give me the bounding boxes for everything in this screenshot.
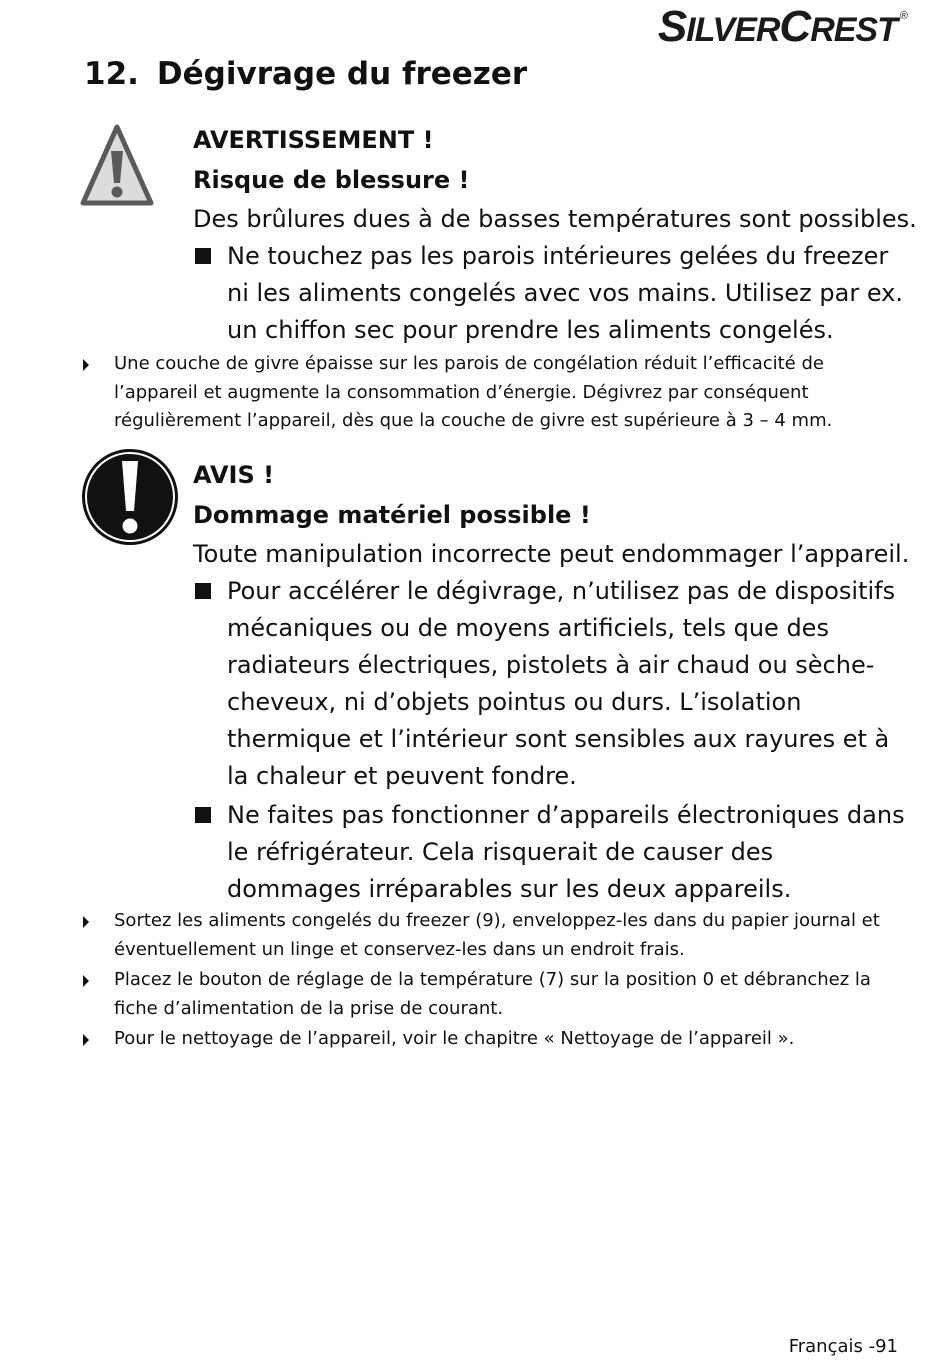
- square-bullet-icon: [195, 583, 211, 599]
- notice-heading: AVIS !: [193, 461, 275, 489]
- arrow-bullet-icon: [83, 359, 89, 371]
- notice-subheading: Dommage matériel possible !: [193, 501, 591, 529]
- registered-mark: ®: [899, 10, 907, 22]
- warning-text: Des brûlures dues à de basses températures sont possibles.: [193, 205, 917, 233]
- instruction-text: Pour le nettoyage de l’appareil, voir le chapitre « Nettoyage de l’appareil ».: [114, 1028, 795, 1049]
- arrow-bullet-icon: [83, 916, 89, 928]
- warning-bullet: [193, 238, 913, 349]
- notice-bullet: [193, 573, 913, 795]
- warning-triangle-icon: [80, 123, 154, 209]
- warning-subheading: Risque de blessure !: [193, 166, 470, 194]
- warning-bullet-text: Ne touchez pas les parois intérieures gelées du freezer ni les aliments congelés avec vos mains. Utilisez par ex. un chiffon sec pour prendre les aliments congelés.: [227, 242, 904, 344]
- logo-s: S: [657, 2, 687, 51]
- instruction-step: [80, 350, 900, 436]
- arrow-bullet-icon: [83, 975, 89, 987]
- notice-bullet-text: Pour accélérer le dégivrage, n’utilisez pas de dispositifs mécaniques ou de moyens artificiels, tels que des radiateurs électriques, pistolets à air chaud ou sèche-cheveux, ni d’objets pointus ou durs. L’isolation thermique et l’intérieur sont sensibles aux rayures et à la chaleur et peuvent fondre.: [227, 577, 896, 790]
- arrow-bullet-icon: [83, 1034, 89, 1046]
- page-footer: Français -91: [788, 1336, 898, 1357]
- exclamation-circle-icon: [80, 447, 180, 547]
- instruction-text: Une couche de givre épaisse sur les parois de congélation réduit l’efficacité de l’appareil et augmente la consommation d’énergie. Dégivrez par conséquent régulièrement l’appareil, dès que la couche de givre est supérieure à 3 – 4 mm.: [114, 353, 833, 431]
- instruction-step: [80, 1025, 900, 1054]
- warning-heading: AVERTISSEMENT !: [193, 126, 434, 154]
- logo-c: C: [779, 2, 811, 51]
- logo-ilver: ILVER: [686, 11, 780, 49]
- square-bullet-icon: [195, 248, 211, 264]
- chapter-number: 12.: [84, 56, 139, 92]
- notice-bullet: [193, 797, 913, 908]
- instruction-text: Placez le bouton de réglage de la température (7) sur la position 0 et débranchez la fiche d’alimentation de la prise de courant.: [114, 969, 871, 1019]
- instruction-text: Sortez les aliments congelés du freezer (9), enveloppez-les dans du papier journal et éventuellement un linge et conservez-les dans un endroit frais.: [114, 910, 880, 960]
- chapter-heading: [84, 56, 527, 92]
- notice-text: Toute manipulation incorrecte peut endommager l’appareil.: [193, 540, 910, 568]
- notice-block: [193, 455, 913, 908]
- warning-block: [193, 120, 917, 349]
- chapter-title: Dégivrage du freezer: [156, 56, 528, 92]
- logo-rest: REST: [810, 11, 897, 49]
- instruction-step: [80, 966, 900, 1023]
- instruction-step: [80, 907, 900, 964]
- silvercrest-logo: [657, 2, 907, 52]
- square-bullet-icon: [195, 807, 211, 823]
- notice-bullet-text: Ne faites pas fonctionner d’appareils électroniques dans le réfrigérateur. Cela risquerait de causer des dommages irréparables sur les deux appareils.: [227, 801, 905, 903]
